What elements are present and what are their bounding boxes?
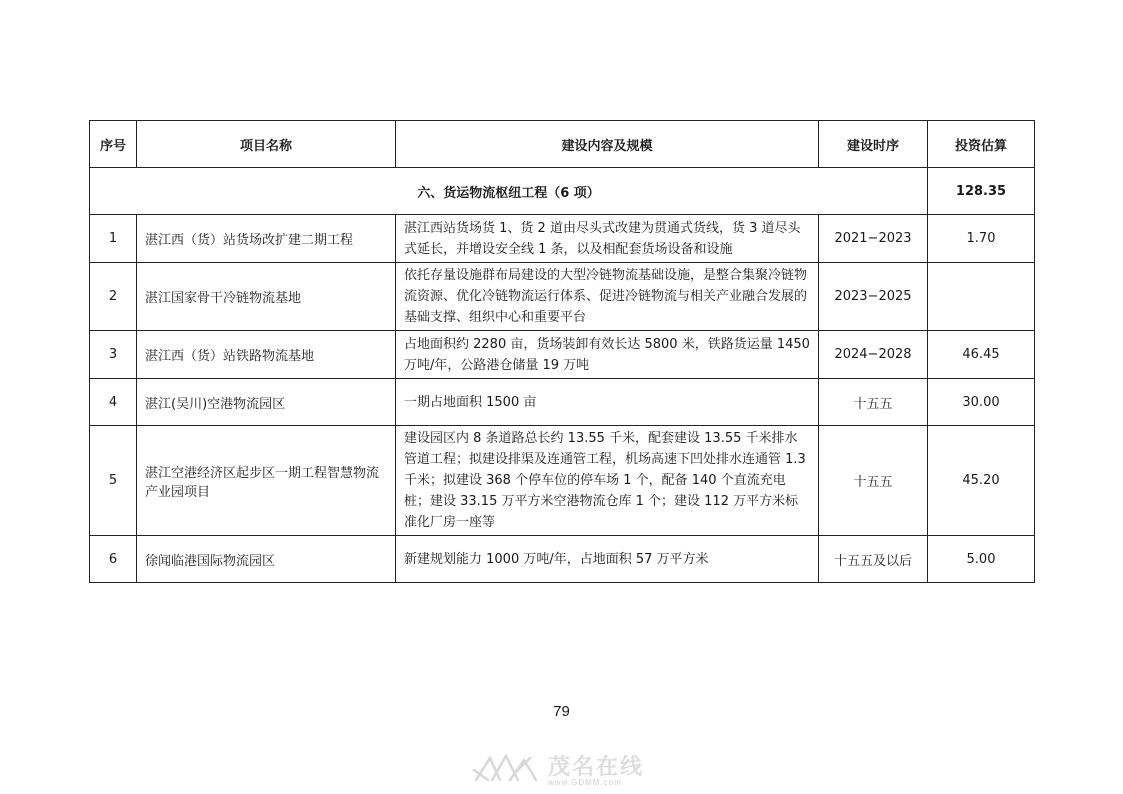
- row-content: 建设园区内 8 条道路总长约 13.55 千米，配套建设 13.55 千米排水管道工程；拟建设排渠及连通管工程，机场高速下凹处排水连通管 1.3 千米；拟建设 368 个停车位的停车场 1 个，配备 140 个直流充电桩；建设 33.15 万平方米空港物流仓库 1 个；建设 112 万平方米标准化厂房一座等: [396, 426, 819, 536]
- row-name: 湛江空港经济区起步区一期工程智慧物流产业园项目: [137, 426, 396, 536]
- row-investment: 30.00: [928, 379, 1035, 426]
- row-investment: 5.00: [928, 536, 1035, 583]
- row-investment: [928, 263, 1035, 331]
- row-period: 十五五: [819, 379, 928, 426]
- row-no: 1: [90, 215, 137, 263]
- table-row: [90, 379, 1035, 426]
- section-title: 六、货运物流枢纽工程（6 项）: [90, 168, 928, 215]
- row-content: 依托存量设施群布局建设的大型冷链物流基础设施，是整合集聚冷链物流资源、优化冷链物流运行体系、促进冷链物流与相关产业融合发展的基础支撑、组织中心和重要平台: [396, 263, 819, 331]
- row-content: 一期占地面积 1500 亩: [396, 379, 819, 426]
- watermark-url: www.GDMM.com: [548, 778, 622, 787]
- header-no: 序号: [90, 121, 137, 168]
- row-content: 新建规划能力 1000 万吨/年，占地面积 57 万平方米: [396, 536, 819, 583]
- row-no: 2: [90, 263, 137, 331]
- table-row: [90, 215, 1035, 263]
- table-row: [90, 331, 1035, 379]
- row-name: 湛江西（货）站铁路物流基地: [137, 331, 396, 379]
- row-no: 4: [90, 379, 137, 426]
- table-header-row: [90, 121, 1035, 168]
- header-name: 项目名称: [137, 121, 396, 168]
- row-investment: 45.20: [928, 426, 1035, 536]
- section-row: [90, 168, 1035, 215]
- header-period: 建设时序: [819, 121, 928, 168]
- row-period: 2023−2025: [819, 263, 928, 331]
- row-investment: 46.45: [928, 331, 1035, 379]
- table-row: [90, 263, 1035, 331]
- table-row: [90, 426, 1035, 536]
- row-content: 占地面积约 2280 亩，货场装卸有效长达 5800 米，铁路货运量 1450 万吨/年，公路港仓储量 19 万吨: [396, 331, 819, 379]
- row-name: 湛江(吴川)空港物流园区: [137, 379, 396, 426]
- row-period: 十五五: [819, 426, 928, 536]
- row-content: 湛江西站货场货 1、货 2 道由尽头式改建为贯通式货线，货 3 道尽头式延长，并增设安全线 1 条，以及相配套货场设备和设施: [396, 215, 819, 263]
- table-row: [90, 536, 1035, 583]
- row-period: 2024−2028: [819, 331, 928, 379]
- header-content: 建设内容及规模: [396, 121, 819, 168]
- page-number: 79: [553, 703, 570, 720]
- row-investment: 1.70: [928, 215, 1035, 263]
- row-no: 3: [90, 331, 137, 379]
- section-investment: 128.35: [928, 168, 1035, 215]
- row-name: 徐闻临港国际物流园区: [137, 536, 396, 583]
- watermark-text: 茂名在线: [548, 755, 645, 780]
- row-period: 2021−2023: [819, 215, 928, 263]
- project-table: [89, 120, 1035, 583]
- row-name: 湛江西（货）站货场改扩建二期工程: [137, 215, 396, 263]
- row-period: 十五五及以后: [819, 536, 928, 583]
- header-investment: 投资估算: [928, 121, 1035, 168]
- row-no: 5: [90, 426, 137, 536]
- watermark-logo-icon: [470, 750, 540, 788]
- watermark: [470, 748, 670, 792]
- row-no: 6: [90, 536, 137, 583]
- row-name: 湛江国家骨干冷链物流基地: [137, 263, 396, 331]
